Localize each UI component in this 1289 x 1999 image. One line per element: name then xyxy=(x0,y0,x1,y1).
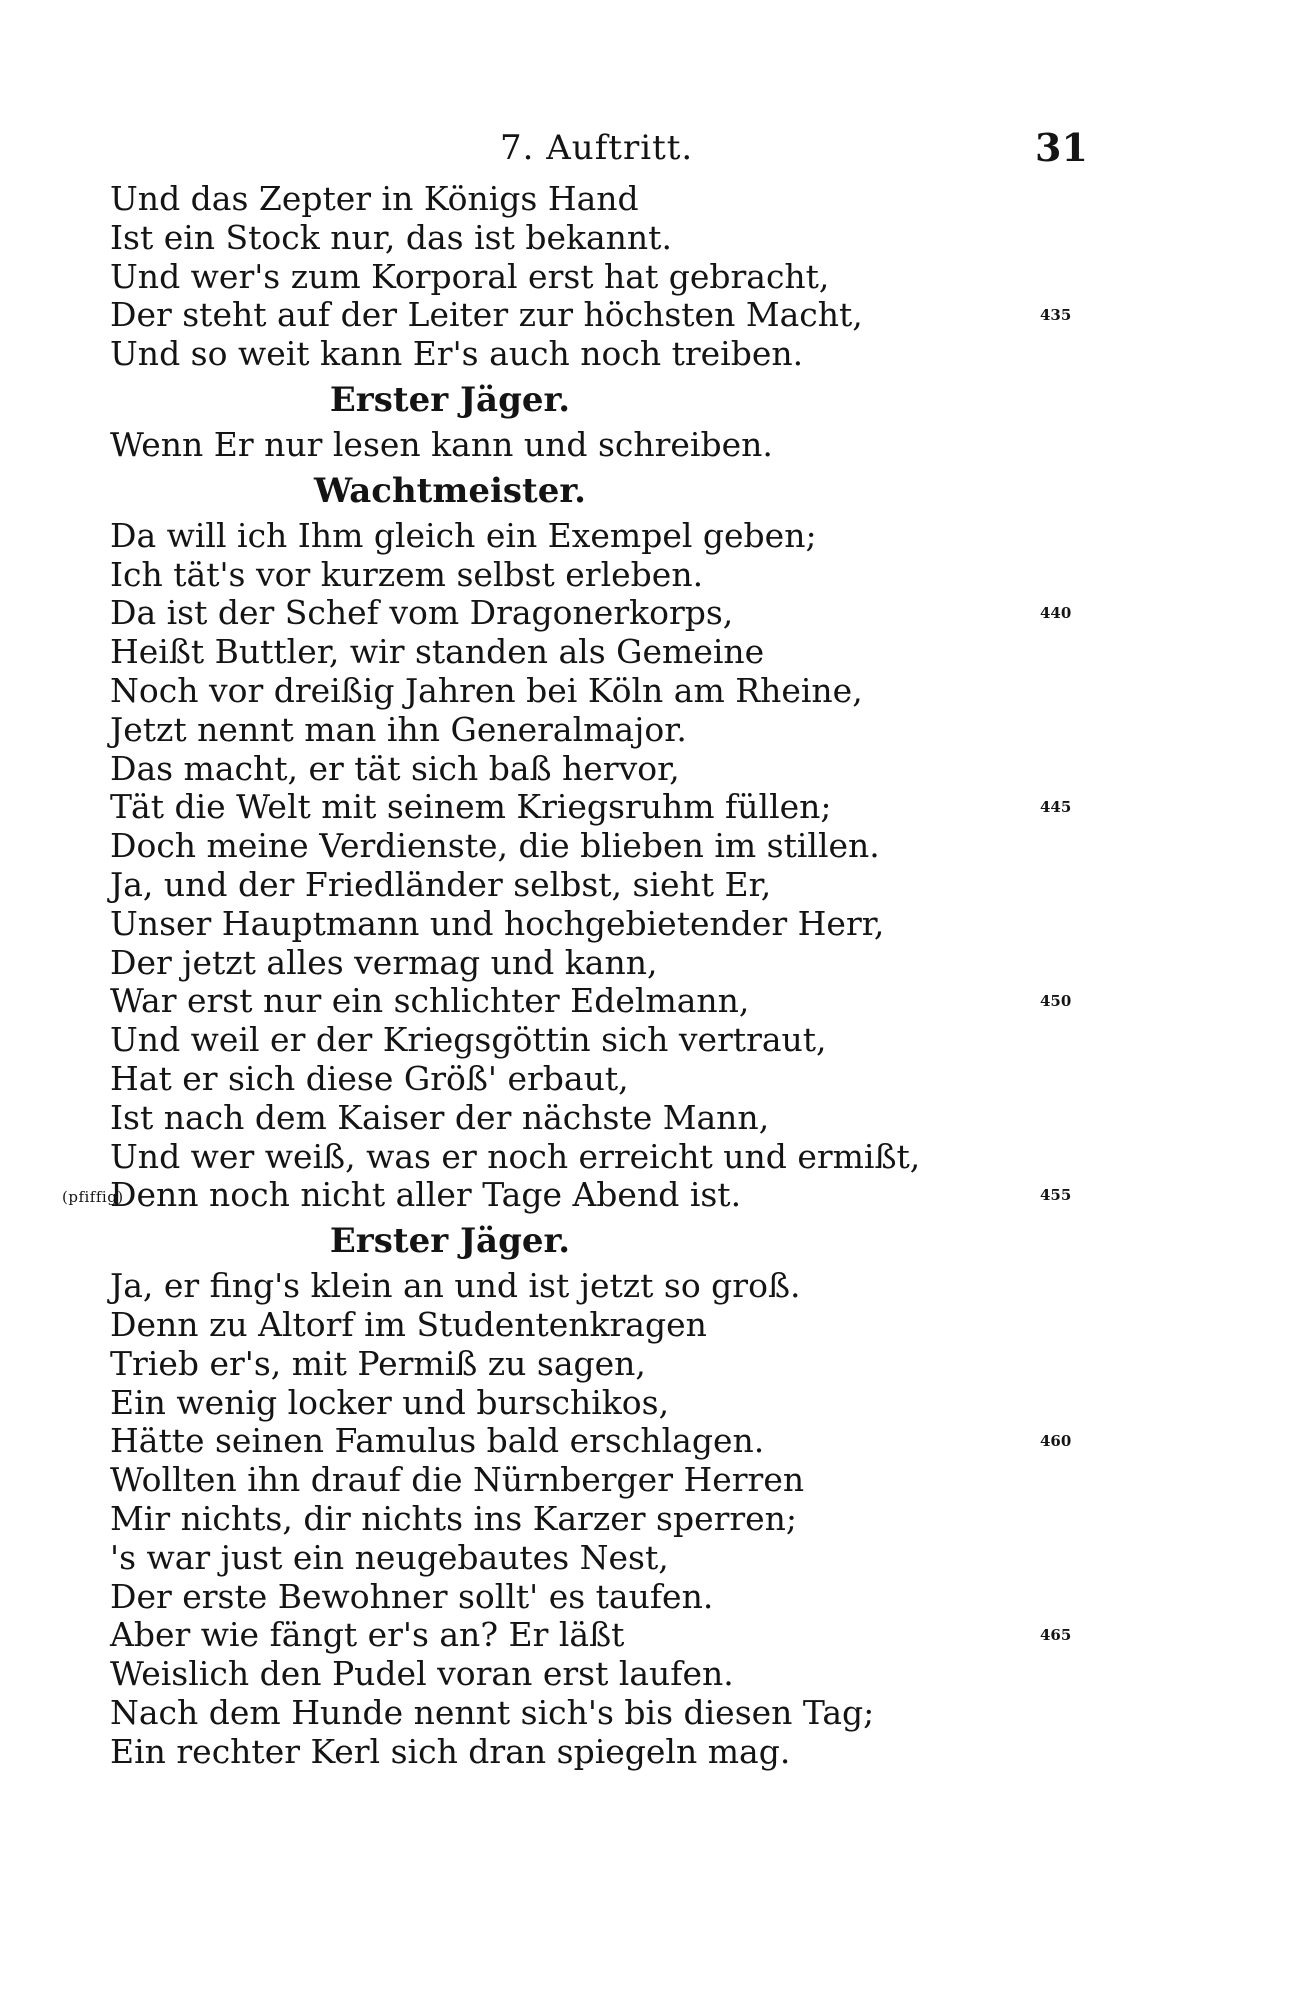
verse-line xyxy=(110,1578,1260,1617)
verse-text: Der erste Bewohner sollt' es taufen. xyxy=(110,1576,714,1616)
verse-line xyxy=(110,1138,1260,1177)
line-number: 435 xyxy=(1040,306,1072,325)
verse-line xyxy=(110,258,1260,297)
verse-text: Da will ich Ihm gleich ein Exempel geben; xyxy=(110,515,817,555)
verse-text: Da ist der Schef vom Dragonerkorps, xyxy=(110,593,734,633)
verse-line xyxy=(110,556,1260,595)
verse-text: Mir nichts, dir nichts ins Karzer sperren; xyxy=(110,1498,798,1538)
verse-line xyxy=(110,905,1260,944)
line-number: 445 xyxy=(1040,798,1072,817)
verse-line xyxy=(62,1175,1260,1215)
verse-text: Der steht auf der Leiter zur höchsten Macht, xyxy=(110,295,863,335)
verse-text: Ja, er fing's klein an und ist jetzt so groß. xyxy=(110,1266,801,1306)
verse-text: Und so weit kann Er's auch noch treiben. xyxy=(110,334,804,374)
verse-line xyxy=(110,827,1260,866)
verse-line xyxy=(110,296,1260,335)
verse-text: Tät die Welt mit seinem Kriegsruhm füllen; xyxy=(110,787,832,827)
verse-text: Das macht, er tät sich baß hervor, xyxy=(110,748,680,788)
verse-text: Ja, und der Friedländer selbst, sieht Er, xyxy=(110,864,772,904)
running-header xyxy=(0,126,1289,170)
verse-text: Aber wie fängt er's an? Er läßt xyxy=(110,1615,625,1655)
verse-line xyxy=(110,335,1260,374)
verse-text: Heißt Buttler, wir standen als Gemeine xyxy=(110,632,765,672)
verse-line xyxy=(110,1384,1260,1423)
verse-text: Unser Hauptmann und hochgebietender Herr, xyxy=(110,903,885,943)
verse-line xyxy=(110,711,1260,750)
verse-line xyxy=(110,982,1260,1021)
scene-heading: 7. Auftritt. xyxy=(500,128,694,168)
verse-text: War erst nur ein schlichter Edelmann, xyxy=(110,981,750,1021)
verse-line xyxy=(110,1267,1260,1306)
verse-line xyxy=(110,944,1260,983)
verse-text: Weislich den Pudel voran erst laufen. xyxy=(110,1654,734,1694)
verse-text: Doch meine Verdienste, die blieben im stillen. xyxy=(110,826,880,866)
line-number: 455 xyxy=(1040,1186,1072,1205)
verse-line xyxy=(110,1655,1260,1694)
verse-text: Ist ein Stock nur, das ist bekannt. xyxy=(110,217,672,257)
verse-line xyxy=(110,180,1260,219)
verse-text: Denn noch nicht aller Tage Abend ist. xyxy=(110,1175,742,1215)
stage-direction: (pfiffig) xyxy=(62,1188,124,1207)
verse-line xyxy=(110,633,1260,672)
verse-text: Und das Zepter in Königs Hand xyxy=(110,179,639,218)
verse-text: Ein wenig locker und burschikos, xyxy=(110,1382,670,1422)
verse-text: Wollten ihn drauf die Nürnberger Herren xyxy=(110,1460,805,1500)
verse-line xyxy=(110,866,1260,905)
verse-text-block xyxy=(62,179,1260,1771)
verse-text: Trieb er's, mit Permiß zu sagen, xyxy=(110,1343,646,1383)
verse-line xyxy=(110,1422,1260,1461)
verse-line xyxy=(110,1060,1260,1099)
verse-text: Ein rechter Kerl sich dran spiegeln mag. xyxy=(110,1731,791,1771)
line-number: 465 xyxy=(1040,1626,1072,1645)
verse-line xyxy=(110,1461,1260,1500)
verse-line xyxy=(110,750,1260,789)
verse-line xyxy=(110,1306,1260,1345)
verse-line xyxy=(110,1616,1260,1655)
verse-text: 's war just ein neugebautes Nest, xyxy=(110,1537,669,1577)
verse-line xyxy=(110,594,1260,633)
verse-line xyxy=(110,1345,1260,1384)
verse-line xyxy=(110,219,1260,258)
speaker-name: Erster Jäger. xyxy=(329,379,571,420)
verse-text: Ich tät's vor kurzem selbst erleben. xyxy=(110,554,704,594)
page-number: 31 xyxy=(1035,125,1088,170)
verse-line xyxy=(110,517,1260,556)
verse-text: Der jetzt alles vermag und kann, xyxy=(110,942,658,982)
verse-line xyxy=(110,788,1260,827)
speaker-name: Erster Jäger. xyxy=(329,1221,571,1262)
verse-text: Wenn Er nur lesen kann und schreiben. xyxy=(110,424,773,464)
verse-text: Nach dem Hunde nennt sich's bis diesen Tag; xyxy=(110,1692,875,1732)
line-number: 450 xyxy=(1040,992,1072,1011)
verse-line xyxy=(110,1539,1260,1578)
verse-line xyxy=(110,1733,1260,1772)
verse-text: Noch vor dreißig Jahren bei Köln am Rheine, xyxy=(110,670,863,710)
verse-line xyxy=(110,426,1260,465)
verse-line xyxy=(110,1500,1260,1539)
verse-text: Jetzt nennt man ihn Generalmajor. xyxy=(110,709,687,749)
line-number: 460 xyxy=(1040,1432,1072,1451)
verse-text: Und wer weiß, was er noch erreicht und ermißt, xyxy=(110,1136,921,1176)
verse-text: Denn zu Altorf im Studentenkragen xyxy=(110,1304,707,1344)
verse-text: Hätte seinen Famulus bald erschlagen. xyxy=(110,1421,765,1461)
verse-text: Und weil er der Kriegsgöttin sich vertraut, xyxy=(110,1020,827,1060)
line-number: 440 xyxy=(1040,604,1072,623)
speaker-name: Wachtmeister. xyxy=(313,470,587,511)
verse-line xyxy=(110,1099,1260,1138)
verse-text: Hat er sich diese Größ' erbaut, xyxy=(110,1058,629,1098)
verse-line xyxy=(110,1694,1260,1733)
verse-text: Ist nach dem Kaiser der nächste Mann, xyxy=(110,1097,770,1137)
verse-line xyxy=(110,1021,1260,1060)
verse-text: Und wer's zum Korporal erst hat gebracht, xyxy=(110,256,830,296)
verse-line xyxy=(110,672,1260,711)
